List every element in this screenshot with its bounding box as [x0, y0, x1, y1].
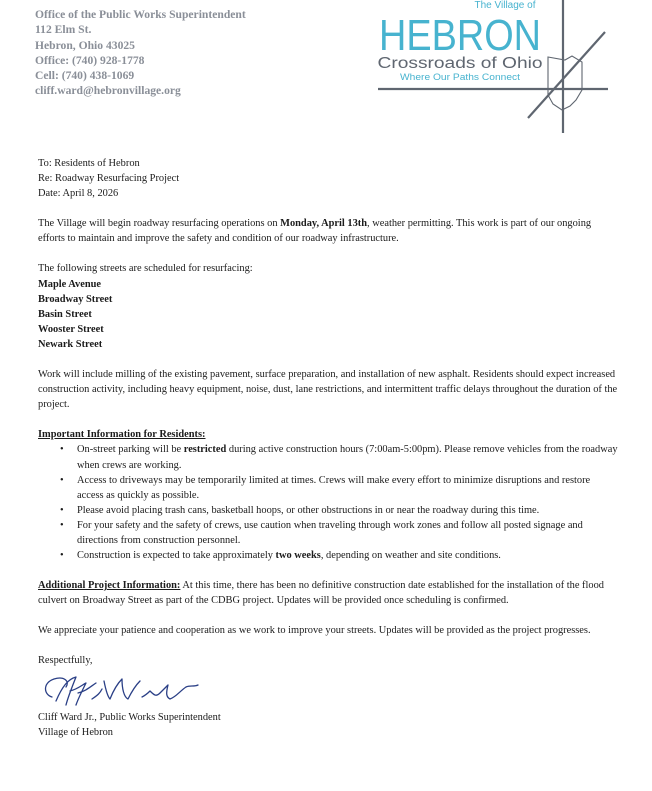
- list-item: • For your safety and the safety of crews, use caution when traveling through work zones and follow all posted signage and directions from construction personnel.: [38, 518, 618, 548]
- start-date: Monday, April 13th: [280, 218, 368, 230]
- street-item: Newark Street: [38, 338, 103, 350]
- letterhead: [35, 7, 246, 99]
- logo-top-text: The Village of: [474, 0, 536, 11]
- respectfully: Respectfully,: [38, 655, 93, 667]
- intro-paragraph: The Village will begin roadway resurfacing operations on Monday, April 13th, weather permitting. This work is part of our ongoing efforts to maintain and improve the safety and condition of our roadway infrastructure.: [38, 218, 592, 245]
- office-title: Office of the Public Works Superintendent: [35, 8, 246, 21]
- list-item: • Please avoid placing trash cans, basketball hoops, or other obstructions in or near the roadway during this time.: [38, 503, 618, 518]
- memo-to: To: Residents of Hebron: [38, 158, 140, 169]
- work-paragraph: Work will include milling of the existing pavement, surface preparation, and installation of new asphalt. Residents should expect increased construction activity, including heavy equipment, noise, dust, lane restrictions, and intermittent traffic delays throughout the duration of the project.: [38, 369, 618, 411]
- important-list: [38, 442, 618, 563]
- office-city: Hebron, Ohio 43025: [35, 38, 135, 52]
- cell-phone: Cell: (740) 438-1069: [35, 69, 135, 83]
- signer-org: Village of Hebron: [38, 726, 113, 738]
- streets-intro: The following streets are scheduled for resurfacing:: [38, 263, 253, 275]
- street-item: Wooster Street: [38, 323, 104, 335]
- street-item: Broadway Street: [38, 293, 113, 305]
- list-item: • On-street parking will be restricted during active construction hours (7:00am-5:00pm). Please remove vehicles from the roadway when crews are working.: [38, 442, 618, 472]
- list-item: • Construction is expected to take approximately two weeks, depending on weather and site conditions.: [38, 548, 618, 563]
- logo-tagline: Crossroads of Ohio: [377, 55, 543, 72]
- street-item: Basin Street: [38, 308, 92, 320]
- signer-name-title: Cliff Ward Jr., Public Works Superintendent: [38, 711, 221, 723]
- list-item: • Access to driveways may be temporarily limited at times. Crews will make every effort to minimize disruptions and restore access as quickly as possible.: [38, 473, 618, 503]
- closing-paragraph: We appreciate your patience and cooperation as we work to improve your streets. Updates will be provided as the project progresses.: [38, 625, 591, 637]
- street-item: Maple Avenue: [38, 278, 102, 290]
- additional-paragraph: Additional Project Information: At this time, there has been no definitive construction date established for the installation of the flood culvert on Broadway Street as part of the CDBG project. Updates will be provided once scheduling is confirmed.: [38, 580, 604, 607]
- memo-date: Date: April 8, 2026: [38, 188, 119, 200]
- office-street: 112 Elm St.: [35, 23, 92, 37]
- additional-heading: Additional Project Information:: [38, 580, 181, 592]
- office-phone: Office: (740) 928-1778: [35, 53, 145, 67]
- logo-subtagline: Where Our Paths Connect: [400, 72, 521, 82]
- logo-name: HEBRON: [379, 11, 541, 60]
- memo-re: Re: Roadway Resurfacing Project: [38, 173, 180, 185]
- email-link[interactable]: cliff.ward@hebronvillage.org: [35, 84, 181, 98]
- signature: [38, 673, 203, 709]
- village-logo: [370, 0, 615, 135]
- letter-body: [38, 156, 618, 740]
- important-heading: Important Information for Residents:: [38, 429, 206, 441]
